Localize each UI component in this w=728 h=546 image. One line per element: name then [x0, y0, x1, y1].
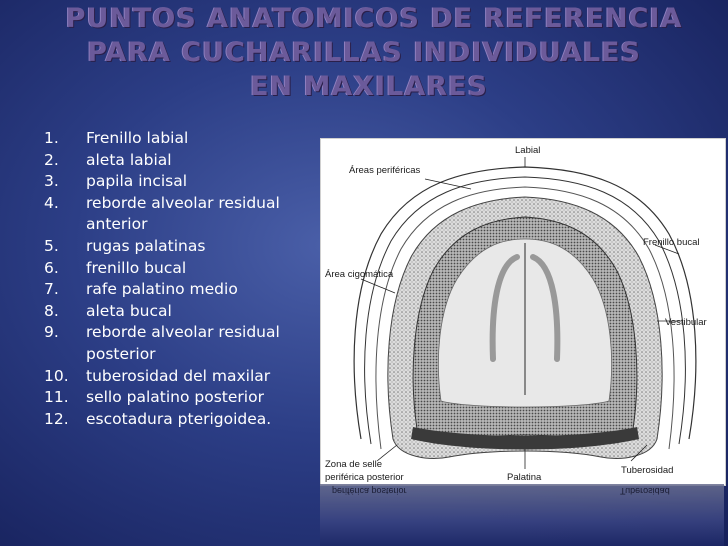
label-tuberosidad: Tuberosidad: [621, 465, 674, 476]
title-line-2: PARA CUCHARILLAS INDIVIDUALES: [87, 37, 641, 68]
list-item: 3. papila incisal: [44, 172, 188, 191]
list-item: 8. aleta bucal: [44, 301, 172, 320]
list-item: 1. Frenillo labial: [44, 129, 189, 147]
label-labial: Labial: [515, 145, 541, 156]
reference-points-list: [0, 128, 300, 430]
list-item: 5. rugas palatinas: [44, 236, 206, 255]
title-line-3: EN MAXILARES: [250, 71, 488, 102]
label-area-cigomatica: Área cigomática: [325, 269, 394, 280]
label-vestibular: Vestibular: [665, 317, 707, 328]
list-item: 2. aleta labial: [44, 150, 172, 169]
label-zona-selle-2: periférica posterior: [325, 472, 404, 483]
list-item: 4. reborde alveolar residual anterior: [44, 193, 280, 234]
list-item: 9. reborde alveolar residual posterior: [44, 323, 280, 363]
label-zona-selle-1: Zona de selle: [325, 459, 383, 470]
list-item: 7. rafe palatino medio: [44, 280, 238, 299]
title-line-1: PUNTOS ANATOMICOS DE REFERENCIA: [65, 3, 683, 34]
reflection-text-right: Tuberosidad: [620, 486, 670, 496]
list-item: 12. escotadura pterigoidea.: [44, 409, 272, 428]
list-item: 10. tuberosidad del maxilar: [44, 366, 271, 385]
label-frenillo-bucal: Frenillo bucal: [643, 237, 700, 248]
slide-title: [0, 2, 728, 104]
list-item: 6. frenillo bucal: [44, 258, 187, 277]
list-item: 11. sello palatino posterior: [44, 388, 264, 407]
maxilla-illustration: [321, 139, 725, 485]
label-areas-perifericas: Áreas periféricas: [349, 165, 421, 176]
maxilla-diagram: [320, 138, 726, 486]
reflection-text-left: periférica posterior: [332, 486, 407, 496]
figure-reflection: [320, 484, 724, 546]
label-palatina: Palatina: [507, 472, 542, 483]
